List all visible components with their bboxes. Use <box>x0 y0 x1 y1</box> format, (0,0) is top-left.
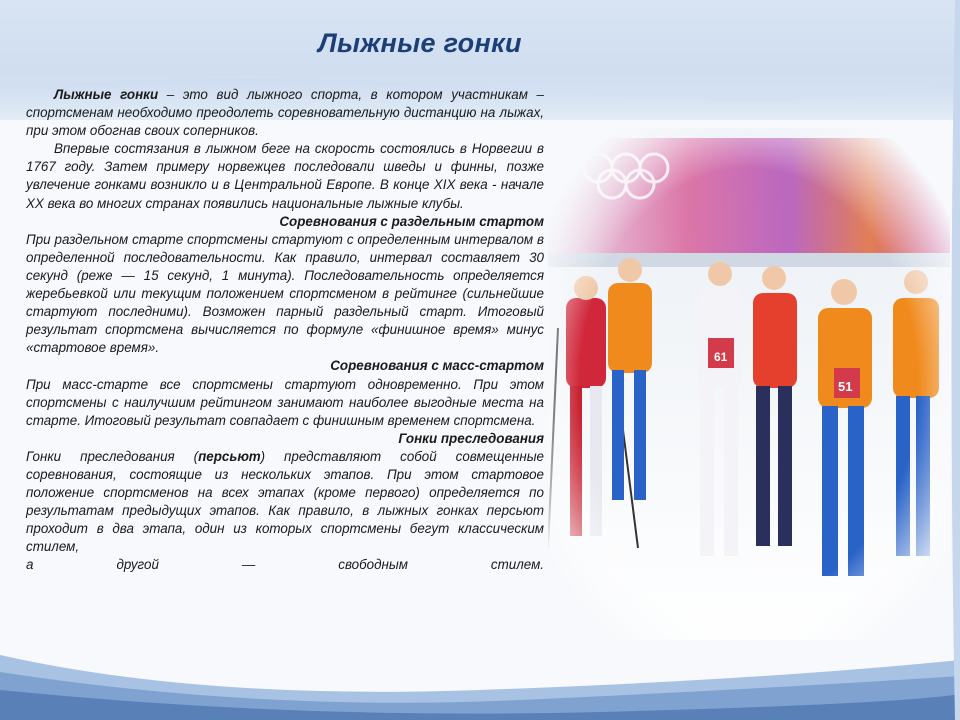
pursuit-term: персьют <box>198 448 261 464</box>
skiers-race-photo <box>548 128 950 640</box>
page-title: Лыжные гонки <box>318 28 522 58</box>
pursuit-last-line <box>26 556 544 574</box>
word: свободным <box>338 557 408 573</box>
intro-paragraph <box>26 86 544 140</box>
article-text <box>26 86 544 575</box>
history-paragraph: Впервые состязания в лыжном беге на скорость состоялись в Норвегии в 1767 году. Затем примеру норвежцев последовали шведы и финны, позже увлечение гонками возникло и в Центральной Европе. В конце XIX века - начале XX века во многих странах появились национальные лыжные клубы. <box>26 141 544 211</box>
word: — <box>241 557 256 573</box>
intro-term: Лыжные гонки <box>54 87 159 102</box>
section-text-separate-start: При раздельном старте спортсмены стартуют с определенным интервалом в определенной последовательности. Как правило, интервал составляет 30 секунд (реже — 15 секунд, 1 минута). Последовательность определяется жеребьевкой или текущим положением спортсменом в рейтинге (сильнейшие стартуют последними). Возможен парный раздельный старт. Итоговый результат спортсмена вычисляется по формуле «финишное время» минус «стартовое время». <box>26 231 544 356</box>
pursuit-text-start: Гонки преследования ( <box>26 448 199 464</box>
section-text-mass-start: При масс-старте все спортсмены стартуют одновременно. При этом спортсмены с наилучшим рейтингом занимают наиболее выгодные места на старте. Итоговый результат совпадает с финишным временем спортсмена. <box>26 376 544 428</box>
section-heading-pursuit: Гонки преследования <box>398 430 544 446</box>
pursuit-text-rest: ) представляют собой совмещенные соревнования, состоящие из нескольких этапов. При этом стартовое положение спортсменов на всех этапах (кроме первого) определяется по результатам предыдущих этапов. Как правило, в лыжных гонках персьют проходит в два этапа, один из которых спортсмены бегут классическим стилем, <box>26 448 544 555</box>
word: а <box>26 557 34 573</box>
section-heading-mass-start: Соревнования с масс-стартом <box>330 358 544 374</box>
intro-text: – это вид лыжного спорта, в котором участникам – спортсменам необходимо преодолеть соревновательную дистанцию на лыжах, при этом обогнав своих соперников. <box>26 87 544 139</box>
word: стилем. <box>490 557 544 573</box>
section-heading-separate-start: Соревнования с раздельным стартом <box>279 213 544 229</box>
word: другой <box>116 557 159 573</box>
section-text-pursuit <box>26 448 544 557</box>
